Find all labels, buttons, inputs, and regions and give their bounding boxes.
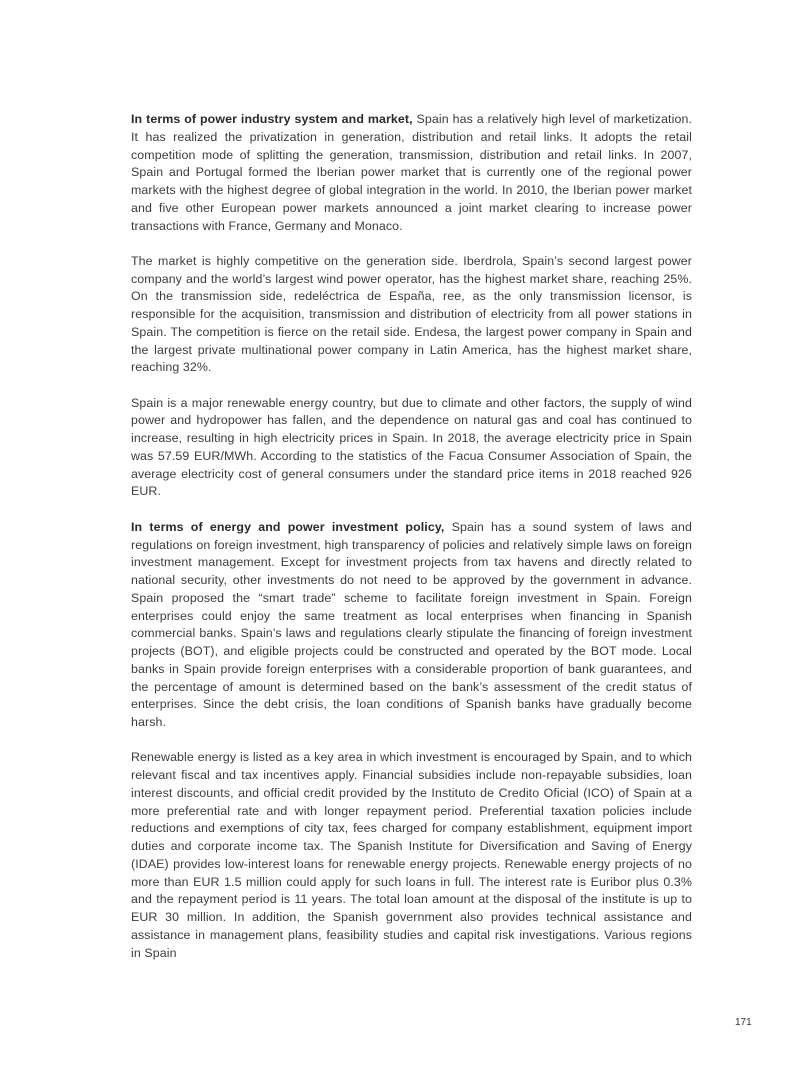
paragraph-text: The market is highly competitive on the generation side. Iberdrola, Spain’s second largest power company and the world’s largest wind power operator, has the highest market share, reaching 25%. On the transmission side, redeléctrica de España, ree, as the only transmission licensor, is responsible for the acquisition, transmission and distribution of electricity from all power stations in Spain. The competition is fierce on the retail side. Endesa, the largest power company in Spain and the largest private multinational power company in Latin America, has the highest market share, reaching 32%.	[131, 253, 692, 375]
paragraph-text: Spain is a major renewable energy country, but due to climate and other factors, the supply of wind power and hydropower has fallen, and the dependence on natural gas and coal has continued to increase, resulting in high electricity prices in Spain. In 2018, the average electricity price in Spain was 57.59 EUR/MWh. According to the statistics of the Facua Consumer Association of Spain, the average electricity cost of general consumers under the standard price items in 2018 reached 926 EUR.	[131, 395, 692, 499]
paragraph-market-competition	[131, 253, 692, 377]
paragraph-text: Spain has a relatively high level of marketization. It has realized the privatization in generation, distribution and retail links. It adopts the retail competition mode of splitting the generation, transmission, distribution and retail links. In 2007, Spain and Portugal formed the Iberian power market that is currently one of the regional power markets with the highest degree of global integration in the world. In 2010, the Iberian power market and five other European power markets announced a joint market clearing to increase power transactions with France, Germany and Monaco.	[131, 112, 692, 233]
paragraph-investment-policy	[131, 519, 692, 732]
paragraph-text: Renewable energy is listed as a key area in which investment is encouraged by Spain, and to which relevant fiscal and tax incentives apply. Financial subsidies include non-repayable subsidies, loan interest discounts, and official credit provided by the Instituto de Credito Oficial (ICO) of Spain at a more preferential rate and with longer repayment period. Preferential taxation policies include reductions and exemptions of city tax, fees charged for company establishment, equipment import duties and corporate income tax. The Spanish Institute for Diversification and Saving of Energy (IDAE) provides low-interest loans for renewable energy projects. Renewable energy projects of no more than EUR 1.5 million could apply for such loans in full. The interest rate is Euribor plus 0.3% and the repayment period is 11 years. The total loan amount at the disposal of the institute is up to EUR 30 million. In addition, the Spanish government also provides technical assistance and assistance in management plans, feasibility studies and capital risk investigations. Various regions in Spain	[131, 750, 692, 960]
paragraph-lead: In terms of power industry system and market,	[131, 112, 413, 126]
paragraph-electricity-prices	[131, 395, 692, 502]
paragraph-lead: In terms of energy and power investment policy,	[131, 519, 445, 534]
page-number: 171	[735, 1017, 752, 1028]
paragraph-renewable-incentives	[131, 749, 692, 962]
paragraph-power-industry-market	[131, 111, 692, 235]
paragraph-text: Spain has a sound system of laws and regulations on foreign investment, high transparency of policies and relatively simple laws on foreign investment management. Except for investment projects from tax havens and directly related to national security, other investments do not need to be approved by the government in advance. Spain proposed the “smart trade” scheme to facilitate foreign investment in Spain. Foreign enterprises could enjoy the same treatment as local enterprises when financing in Spanish commercial banks. Spain’s laws and regulations clearly stipulate the financing of foreign investment projects (BOT), and eligible projects could be constructed and operated by the BOT mode. Local banks in Spain provide foreign enterprises with a considerable proportion of bank guarantees, and the percentage of amount is determined based on the bank’s assessment of the credit status of enterprises. Since the debt crisis, the loan conditions of Spanish banks have gradually become harsh.	[131, 519, 692, 730]
document-body	[131, 111, 692, 980]
